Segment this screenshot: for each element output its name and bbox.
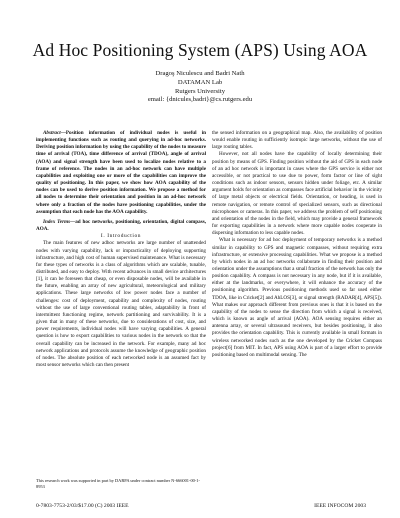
affiliation: Rutgers University	[175, 87, 225, 95]
footer-venue: IEEE INFOCOM 2003	[314, 503, 366, 509]
index-terms-lead: Index Terms	[43, 218, 71, 225]
author-block	[0, 70, 400, 105]
left-column	[36, 130, 206, 470]
footer-isbn: 0-7803-7753-2/03/$17.00 (C) 2003 IEEE	[36, 503, 129, 509]
right-column	[212, 130, 382, 500]
right-paragraph-2: However, not all nodes have the capability of locally determining their position by means of GPS. Finding position without the aid of GPS in each node of an ad hoc network is important in cases where the GPS service is either not accessible, or not practical to use due to power, form factor or line of sight conditions such as indoor sensors, sensors hidden under foliage, etc. A similar argument holds for orientation as compasses face artificial behavior in the vicinity of large metal objects or electrical fields. Orientation, or heading, is used in remote navigation, or remote control of specialized sensors, such as directional microphones or cameras. In this paper, we address the problem of self positioning and orientation of the nodes in the field, which may provide a general framework for exporting capabilities in a network where more capable nodes cooperate in dispersing information to less capable nodes.	[212, 151, 382, 237]
right-paragraph-1: the sensed information on a geographical map. Also, the availability of position would enable routing in sufficiently isotropic large networks, without the use of large routing tables.	[212, 130, 382, 151]
paper-title: Ad Hoc Positioning System (APS) Using AOA	[32, 40, 368, 60]
author-names: Dragoş Niculescu and Badri Nath	[155, 70, 245, 77]
index-terms-body: —ad hoc networks, positioning, orientation, digital compass, AOA.	[36, 218, 206, 233]
right-paragraph-3: What is necessary for ad hoc deployment of temporary networks is a method similar in capability to GPS and magnetic compasses, without requiring extra infrastructure, or extensive processing capabilities. What we propose is a method by which nodes in an ad hoc networks collaborate in finding their position and orientation under the assumptions that a small fraction of the network has only the position capability. A compass is not necessary in any node, but if it is available, either at the landmarks, or everywhere, it will enhance the accuracy of the positioning algorithm. Previous positioning methods used so far used either TDOA, like in Cricket[2] and AhLOS[3], or signal strength (RADAR[4], APS[5]). What makes our approach different from previous ones is that it is based on the capability of the nodes to sense the direction from which a signal is received, which is known as angle of arrival (AOA). AOA sensing requires either an antenna array, or several ultrasound receivers, but besides positioning, it also provides the orientation capability. This is currently available in small formats in wireless networked nodes such as the one developed by the Cricket Compass project[6] from MIT. In fact, APS using AOA is part of a larger effort to provide positioning based on multimodal sensing. The	[212, 237, 382, 358]
abstract	[36, 130, 206, 216]
abstract-lead: Abstract	[43, 130, 61, 136]
intro-paragraph: The main features of new adhoc networks are large number of unattended nodes with varying capability, lack or impracticality of deploying supporting infrastructure, and high cost of human supervised maintenance. What is necessary for these types of networks is a class of algorithms which are scalable, tunable, distributed, and easy to deploy. With recent advances in small device architectures [1], it can be foreseen that cheap, or even disposable nodes, will be available in the future, enabling an array of new agricultural, meteorological and military applications. These large networks of low power nodes face a number of challenges: cost of deployment, capability and complexity of nodes, routing without the use of large conventional routing tables, adaptability in front of intermittent functioning regime, network partitioning and survivability. It is a given that in many of these networks, due to considerations of cost, size, and power requirements, individual nodes will have varying capabilities. A general question is how to export capabilities to various nodes in the network so that the overall capability can be increased in the network. For example, many ad hoc network applications and protocols assume the knowledge of geographic position of nodes. The absolute position of each networked node is an assumed fact by most sensor networks which can then present	[36, 240, 206, 368]
section-heading: I. Introduction	[100, 233, 142, 240]
abstract-body: —Position information of individual nodes is useful in implementing functions such as routing and querying in ad-hoc networks. Deriving position information by using the capability of the nodes to measure time of arrival (TOA), time difference of arrival (TDOA), angle of arrival (AOA) and signal strength have been used to localize nodes relative to a frame of reference. The nodes in an ad-hoc network can have multiple capabilities and exploiting one or more of the capabilities can improve the quality of positioning. In this paper, we show how AOA capability of the nodes can be used to derive position information. We propose a method for all nodes to determine their orientation and position in an ad-hoc network where only a fraction of the nodes have positioning capabilities, under the assumption that each node has the AOA capability.	[36, 130, 206, 215]
footnote: This research work was supported in part by DARPA under contract number N-666001-00-1-8953	[36, 478, 200, 489]
author-email: email: {dnicules,badri}@cs.rutgers.edu	[147, 96, 253, 104]
lab-name: DATAMAN Lab	[177, 78, 223, 86]
index-terms	[36, 219, 206, 233]
